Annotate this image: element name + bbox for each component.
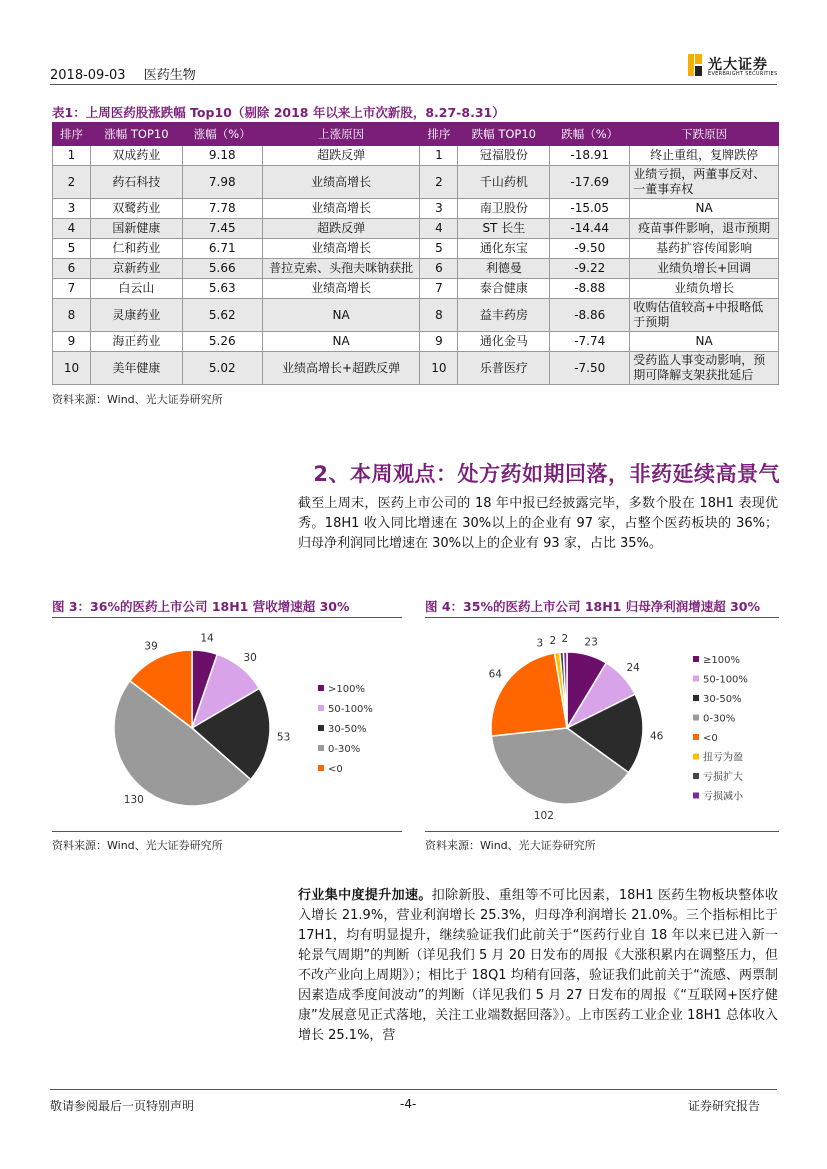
fig3-top-rule bbox=[52, 617, 402, 618]
logo-en-text: EVERBRIGHT SECURITIES bbox=[708, 71, 778, 77]
fig4-title: 图 4：35%的医药上市公司 18H1 归母净利润增速超 30% bbox=[425, 599, 760, 614]
table-cell: 9 bbox=[420, 332, 458, 352]
legend-swatch bbox=[318, 725, 324, 731]
table-cell: 乐普医疗 bbox=[458, 352, 550, 385]
table-cell: 5 bbox=[420, 239, 458, 259]
table-cell: 灵康药业 bbox=[90, 299, 182, 332]
legend-label: 50-100% bbox=[703, 674, 748, 686]
fig4-source: 资料来源：Wind、光大证券研究所 bbox=[425, 839, 596, 852]
table-cell: 终止重组，复牌跌停 bbox=[630, 146, 779, 166]
table-cell: 通化金马 bbox=[458, 332, 550, 352]
col-header: 跌幅 TOP10 bbox=[458, 123, 550, 146]
table-cell: 5.02 bbox=[182, 352, 262, 385]
legend-label: 扭亏为盈 bbox=[703, 752, 743, 764]
table-cell: 疫苗事件影响，退市预期 bbox=[630, 219, 779, 239]
footer-report-type: 证券研究报告 bbox=[688, 1099, 761, 1113]
legend-swatch bbox=[693, 695, 699, 701]
table-cell: NA bbox=[630, 332, 779, 352]
table-cell: 仁和药业 bbox=[90, 239, 182, 259]
fig4-pie-chart bbox=[425, 620, 779, 828]
legend-label: <0 bbox=[703, 733, 718, 744]
legend-swatch bbox=[693, 754, 699, 760]
legend-swatch bbox=[318, 745, 324, 751]
table-row bbox=[53, 166, 779, 199]
footer-disclaimer: 敬请参阅最后一页特别声明 bbox=[50, 1099, 195, 1113]
table-cell: -7.50 bbox=[550, 352, 630, 385]
table-cell: 9 bbox=[53, 332, 91, 352]
table-cell: 1 bbox=[53, 146, 91, 166]
table-cell: 业绩高增长 bbox=[262, 239, 420, 259]
col-header: 下跌原因 bbox=[630, 123, 779, 146]
table-cell: 业绩高增长 bbox=[262, 166, 420, 199]
table-row bbox=[53, 146, 779, 166]
table-cell: 业绩高增长+超跌反弹 bbox=[262, 352, 420, 385]
legend-label: 50-100% bbox=[328, 704, 373, 715]
table-cell: 3 bbox=[53, 199, 91, 219]
pie-data-label: 64 bbox=[488, 668, 502, 681]
table-cell: -8.88 bbox=[550, 279, 630, 299]
pie-data-label: 30 bbox=[243, 651, 257, 664]
pie-data-label: 53 bbox=[276, 731, 291, 744]
table-cell: 受药监人事变动影响，预期可降解支架获批延后 bbox=[630, 352, 779, 385]
header-divider bbox=[50, 84, 777, 85]
table-cell: 6 bbox=[53, 259, 91, 279]
fig3-title: 图 3：36%的医药上市公司 18H1 营收增速超 30% bbox=[52, 599, 350, 614]
table-cell: 7.98 bbox=[182, 166, 262, 199]
fig3-pie-chart bbox=[52, 620, 402, 828]
legend-swatch bbox=[693, 734, 699, 740]
table-cell: 药石科技 bbox=[90, 166, 182, 199]
table1-source: 资料来源：Wind、光大证券研究所 bbox=[52, 393, 223, 406]
col-header: 跌幅（%） bbox=[550, 123, 630, 146]
table-cell: 业绩高增长 bbox=[262, 199, 420, 219]
table-cell: -18.91 bbox=[550, 146, 630, 166]
table-cell: 7 bbox=[420, 279, 458, 299]
legend-swatch bbox=[693, 676, 699, 682]
pie-data-label: 24 bbox=[626, 662, 640, 674]
fig4-bottom-rule bbox=[425, 831, 779, 832]
table-cell: ST 长生 bbox=[458, 219, 550, 239]
table-row bbox=[53, 219, 779, 239]
table-cell: NA bbox=[630, 199, 779, 219]
table-cell: 9.18 bbox=[182, 146, 262, 166]
table-cell: 白云山 bbox=[90, 279, 182, 299]
page-number: -4- bbox=[400, 1097, 417, 1111]
company-logo bbox=[688, 52, 788, 82]
table1-title: 表1：上周医药股涨跌幅 Top10（剔除 2018 年以来上市次新股，8.27-8.31） bbox=[52, 105, 505, 120]
table-cell: NA bbox=[262, 332, 420, 352]
col-header: 涨幅（%） bbox=[182, 123, 262, 146]
table-cell: NA bbox=[262, 299, 420, 332]
table-cell: 1 bbox=[420, 146, 458, 166]
legend-label: 亏损减小 bbox=[703, 791, 743, 803]
table-cell: 通化东宝 bbox=[458, 239, 550, 259]
table-cell: 5.63 bbox=[182, 279, 262, 299]
body-paragraph bbox=[298, 886, 778, 1046]
col-header: 涨幅 TOP10 bbox=[90, 123, 182, 146]
table-cell: -14.44 bbox=[550, 219, 630, 239]
legend-label: 0-30% bbox=[328, 744, 361, 755]
table-cell: 基药扩容传闻影响 bbox=[630, 239, 779, 259]
table-cell: 5.62 bbox=[182, 299, 262, 332]
table-cell: 2 bbox=[53, 166, 91, 199]
table-cell: 6 bbox=[420, 259, 458, 279]
legend-swatch bbox=[318, 685, 324, 691]
table-cell: 超跌反弹 bbox=[262, 146, 420, 166]
table-cell: -8.86 bbox=[550, 299, 630, 332]
legend-swatch bbox=[693, 715, 699, 721]
logo-mark-icon bbox=[688, 54, 702, 76]
legend-swatch bbox=[693, 773, 699, 779]
legend-label: <0 bbox=[328, 764, 343, 775]
page-header bbox=[50, 64, 210, 83]
table-cell: 泰合健康 bbox=[458, 279, 550, 299]
table-cell: 8 bbox=[420, 299, 458, 332]
table-cell: 千山药机 bbox=[458, 166, 550, 199]
table-cell: 海正药业 bbox=[90, 332, 182, 352]
table-cell: 益丰药房 bbox=[458, 299, 550, 332]
section-title: 2、本周观点：处方药如期回落，非药延续高景气 bbox=[313, 462, 780, 486]
legend-label: ≥100% bbox=[703, 655, 740, 666]
table-cell: 3 bbox=[420, 199, 458, 219]
top10-table bbox=[52, 122, 779, 385]
legend-label: 亏损扩大 bbox=[703, 772, 743, 783]
pie-slice bbox=[488, 653, 567, 736]
table-cell: 双鹭药业 bbox=[90, 199, 182, 219]
col-header: 排序 bbox=[53, 123, 91, 146]
table-cell: 美年健康 bbox=[90, 352, 182, 385]
section-paragraph: 截至上周末，医药上市公司的 18 年中报已经披露完毕，多数个股在 18H1 表现优秀。18H1 收入同比增速在 30%以上的企业有 97 家，占整个医药板块的 36%；归母净利润同比增速在 30%以上的企业有 93 家，占比 35%。 bbox=[298, 496, 778, 551]
table-cell: 7.45 bbox=[182, 219, 262, 239]
fig4-top-rule bbox=[425, 617, 779, 618]
table-cell: 5.66 bbox=[182, 259, 262, 279]
table-cell: 10 bbox=[53, 352, 91, 385]
pie-data-label: 14 bbox=[200, 632, 214, 645]
footer-divider bbox=[50, 1089, 777, 1090]
table-cell: -9.22 bbox=[550, 259, 630, 279]
table-cell: 7.78 bbox=[182, 199, 262, 219]
table-cell: 4 bbox=[420, 219, 458, 239]
fig3-source: 资料来源：Wind、光大证券研究所 bbox=[52, 839, 223, 852]
legend-label: 0-30% bbox=[703, 713, 736, 725]
table-cell: 业绩高增长 bbox=[262, 279, 420, 299]
table-cell: 5.26 bbox=[182, 332, 262, 352]
table-cell: 利德曼 bbox=[458, 259, 550, 279]
table-cell: 4 bbox=[53, 219, 91, 239]
pie-data-label: 102 bbox=[533, 810, 554, 822]
col-header: 排序 bbox=[420, 123, 458, 146]
table-cell: 普拉克索、头孢夫咪钠获批 bbox=[262, 259, 420, 279]
table-header-row bbox=[53, 123, 779, 146]
pie-data-label: 46 bbox=[650, 730, 664, 743]
report-category: 医药生物 bbox=[143, 68, 196, 83]
table-cell: -9.50 bbox=[550, 239, 630, 259]
pie-data-label: 2 bbox=[561, 633, 569, 645]
table-cell: -7.74 bbox=[550, 332, 630, 352]
pie-data-label: 39 bbox=[144, 640, 158, 653]
table-cell: -17.69 bbox=[550, 166, 630, 199]
legend-swatch bbox=[693, 656, 699, 662]
table-cell: -15.05 bbox=[550, 199, 630, 219]
table-cell: 收购估值较高+中报略低于预期 bbox=[630, 299, 779, 332]
table-cell: 业绩负增长+回调 bbox=[630, 259, 779, 279]
legend-swatch bbox=[318, 765, 324, 771]
table-row bbox=[53, 239, 779, 259]
table-cell: 2 bbox=[420, 166, 458, 199]
legend-swatch bbox=[693, 793, 699, 799]
table-row bbox=[53, 259, 779, 279]
table-cell: 6.71 bbox=[182, 239, 262, 259]
fig3-bottom-rule bbox=[52, 831, 402, 832]
report-date: 2018-09-03 bbox=[50, 68, 126, 83]
pie-data-label: 3 bbox=[536, 637, 544, 650]
pie-data-label: 23 bbox=[584, 636, 598, 649]
table-cell: 冠福股份 bbox=[458, 146, 550, 166]
table-cell: 超跌反弹 bbox=[262, 219, 420, 239]
table-cell: 业绩亏损，两董事反对、一董事弃权 bbox=[630, 166, 779, 199]
table-cell: 京新药业 bbox=[90, 259, 182, 279]
body-lead: 行业集中度提升加速。 bbox=[298, 888, 432, 903]
table-cell: 国新健康 bbox=[90, 219, 182, 239]
table-row bbox=[53, 199, 779, 219]
pie-data-label: 130 bbox=[123, 794, 144, 807]
table-cell: 南卫股份 bbox=[458, 199, 550, 219]
body-text: 扣除新股、重组等不可比因素，18H1 医药生物板块整体收入增长 21.9%，营业利润增长 25.3%，归母净利润增长 21.0%。三个指标相比于 17H1，均有明显提升，继续验证我们此前关于“医药行业自 18 年以来已进入新一轮景气周期”的判断（详见我们 5 月 20 日发布的周报《大涨积累内在调整压力，但不改产业向上周期》）；相比于 18Q1 均稍有回落，验证我们此前关于“流感、两票制因素造成季度间波动”的判断（详见我们 5 月 27 日发布的周报《“互联网+医疗健康”发展意见正式落地，关注工业端数据回落》）。上市医药工业企业 18H1 总体收入增长 25.1%，营 bbox=[298, 888, 778, 1043]
table-cell: 5 bbox=[53, 239, 91, 259]
table-cell: 7 bbox=[53, 279, 91, 299]
legend-swatch bbox=[318, 705, 324, 711]
table-row bbox=[53, 352, 779, 385]
pie-data-label: 2 bbox=[549, 635, 557, 648]
logo-cn-text: 光大证券 bbox=[708, 57, 768, 73]
table-cell: 8 bbox=[53, 299, 91, 332]
col-header: 上涨原因 bbox=[262, 123, 420, 146]
table-row bbox=[53, 279, 779, 299]
table-row bbox=[53, 299, 779, 332]
table-cell: 10 bbox=[420, 352, 458, 385]
table-cell: 双成药业 bbox=[90, 146, 182, 166]
table-row bbox=[53, 332, 779, 352]
legend-label: 30-50% bbox=[703, 694, 742, 705]
legend-label: >100% bbox=[328, 684, 365, 695]
table-cell: 业绩负增长 bbox=[630, 279, 779, 299]
legend-label: 30-50% bbox=[328, 724, 367, 735]
